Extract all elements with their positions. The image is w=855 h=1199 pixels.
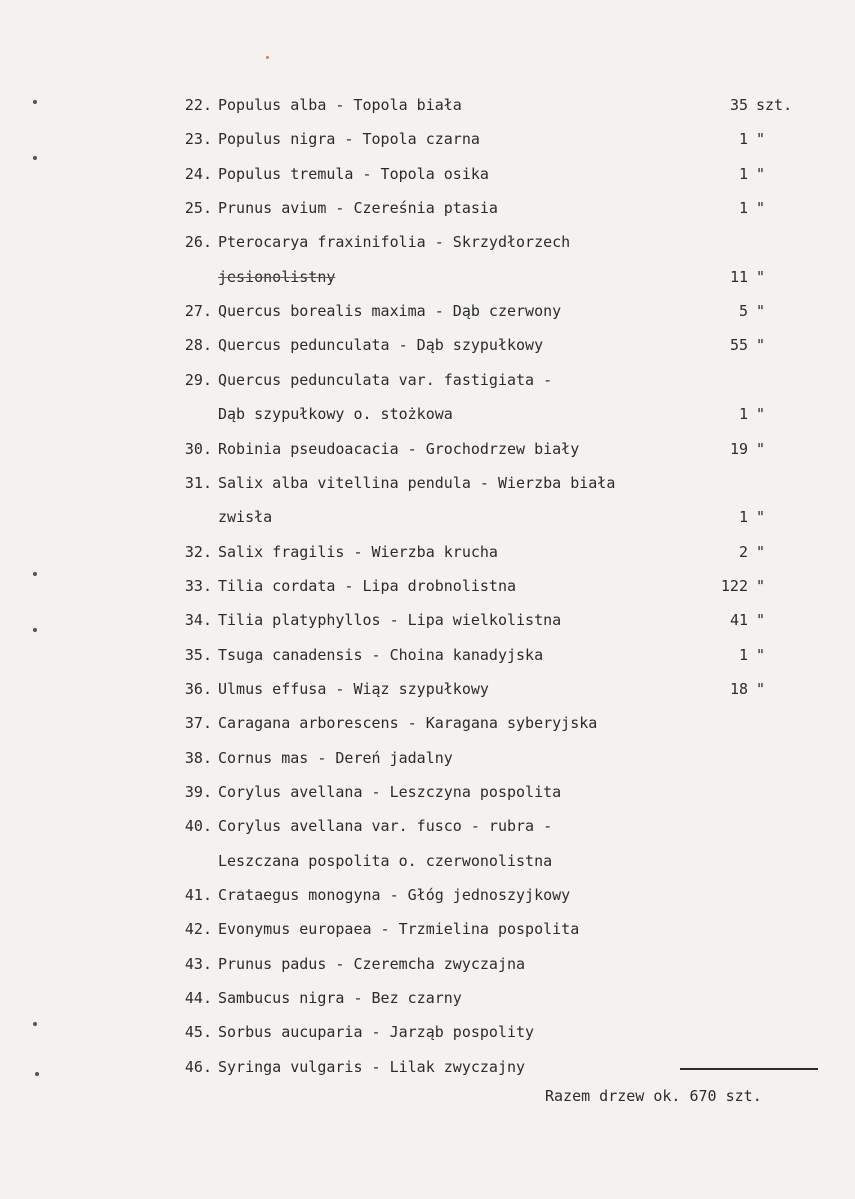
entry-text: Quercus borealis maxima - Dąb czerwony	[218, 302, 562, 321]
entry-quantity: 1	[738, 199, 748, 218]
entry-text: Syringa vulgaris - Lilak zwyczajny	[218, 1057, 526, 1076]
list-item	[0, 397, 855, 431]
entry-number: 32.	[184, 542, 212, 561]
entry-text: Populus tremula - Topola osika	[218, 164, 489, 183]
entry-number: 29.	[184, 370, 212, 389]
list-item	[0, 912, 855, 946]
list-item	[0, 500, 855, 534]
list-item	[0, 225, 855, 259]
entry-quantity: 1	[738, 645, 748, 664]
entry-text: Evonymus europaea - Trzmielina pospolita	[218, 920, 580, 939]
entry-text: Pterocarya fraxinifolia - Skrzydłorzech	[218, 233, 571, 252]
entry-text: Caragana arborescens - Karagana syberyjska	[218, 714, 598, 733]
paper-speck	[266, 56, 269, 59]
entry-number: 30.	[184, 439, 212, 458]
entry-text: Quercus pedunculata - Dąb szypułkowy	[218, 336, 544, 355]
list-item	[0, 844, 855, 878]
margin-mark	[33, 156, 37, 160]
entry-unit: "	[756, 302, 766, 321]
entry-number: 42.	[184, 920, 212, 939]
list-item	[0, 88, 855, 122]
entry-text: Sambucus nigra - Bez czarny	[218, 989, 462, 1008]
entry-quantity: 35	[729, 96, 748, 114]
entry-unit: "	[756, 336, 766, 355]
entry-unit: "	[756, 645, 766, 664]
sum-rule	[680, 1068, 818, 1070]
list-item	[0, 260, 855, 294]
entry-text: Dąb szypułkowy o. stożkowa	[218, 405, 453, 424]
entry-text: Tsuga canadensis - Choina kanadyjska	[218, 645, 544, 664]
entry-text: Corylus avellana var. fusco - rubra -	[218, 817, 553, 836]
list-item	[0, 638, 855, 672]
entry-number: 26.	[184, 233, 212, 252]
entry-text: Ulmus effusa - Wiąz szypułkowy	[218, 679, 489, 698]
entry-text: Prunus padus - Czeremcha zwyczajna	[218, 954, 526, 973]
entry-text: Corylus avellana - Leszczyna pospolita	[218, 783, 562, 801]
list-item	[0, 157, 855, 191]
entry-number: 35.	[184, 645, 212, 664]
entry-text: zwisła	[218, 508, 273, 527]
list-item	[0, 466, 855, 500]
list-item	[0, 122, 855, 156]
entry-unit: "	[756, 508, 766, 527]
entry-number: 41.	[184, 886, 212, 905]
entry-number: 22.	[184, 96, 212, 114]
total-line: Razem drzew ok. 670 szt.	[545, 1087, 762, 1105]
entry-number: 38.	[184, 748, 212, 767]
entry-unit: "	[756, 576, 766, 595]
entry-quantity: 11	[729, 267, 748, 286]
entry-quantity: 1	[738, 508, 748, 527]
entry-unit: "	[756, 267, 766, 286]
entry-text: jesionolistny	[218, 267, 336, 286]
entry-quantity: 19	[729, 439, 748, 458]
entry-unit: "	[756, 542, 766, 561]
entry-unit: "	[756, 439, 766, 458]
entry-text: Cornus mas - Dereń jadalny	[218, 748, 453, 767]
list-item	[0, 741, 855, 775]
entry-unit: "	[756, 164, 766, 183]
entry-number: 43.	[184, 954, 212, 973]
list-item	[0, 535, 855, 569]
margin-mark	[33, 628, 37, 632]
entry-quantity: 18	[729, 679, 748, 698]
margin-mark	[35, 1072, 39, 1076]
entry-quantity: 122	[720, 576, 748, 595]
list-item	[0, 1050, 855, 1084]
entry-quantity: 41	[729, 611, 748, 630]
list-item	[0, 775, 855, 809]
list-item	[0, 294, 855, 328]
margin-mark	[33, 1022, 37, 1026]
list-item	[0, 1015, 855, 1049]
list-item	[0, 603, 855, 637]
entry-unit: "	[756, 679, 766, 698]
entry-number: 40.	[184, 817, 212, 836]
entry-quantity: 1	[738, 164, 748, 183]
entry-number: 33.	[184, 576, 212, 595]
entry-text: Prunus avium - Czereśnia ptasia	[218, 199, 498, 218]
entry-number: 28.	[184, 336, 212, 355]
list-item	[0, 191, 855, 225]
entry-number: 24.	[184, 164, 212, 183]
entry-quantity: 2	[738, 542, 748, 561]
list-item	[0, 809, 855, 843]
entry-number: 45.	[184, 1023, 212, 1042]
list-item	[0, 981, 855, 1015]
entry-unit: "	[756, 611, 766, 630]
entry-number: 36.	[184, 679, 212, 698]
margin-mark	[33, 100, 37, 104]
entry-number: 23.	[184, 130, 212, 149]
entry-number: 31.	[184, 473, 212, 492]
list-item	[0, 363, 855, 397]
list-item	[0, 432, 855, 466]
list-item	[0, 706, 855, 740]
entry-unit: "	[756, 130, 766, 149]
list-item	[0, 878, 855, 912]
entry-number: 39.	[184, 783, 212, 801]
entry-unit: "	[756, 199, 766, 218]
entry-unit: "	[756, 405, 766, 424]
entry-text: Tilia platyphyllos - Lipa wielkolistna	[218, 611, 562, 630]
margin-mark	[33, 572, 37, 576]
entry-text: Sorbus aucuparia - Jarząb pospolity	[218, 1023, 535, 1042]
entry-number: 34.	[184, 611, 212, 630]
entry-text: Salix alba vitellina pendula - Wierzba biała	[218, 473, 616, 492]
entry-quantity: 1	[738, 405, 748, 424]
entry-text: Tilia cordata - Lipa drobnolistna	[218, 576, 517, 595]
entry-text: Quercus pedunculata var. fastigiata -	[218, 370, 553, 389]
entry-quantity: 5	[738, 302, 748, 321]
entry-text: Robinia pseudoacacia - Grochodrzew biały	[218, 439, 580, 458]
entry-text: Populus alba - Topola biała	[218, 96, 462, 114]
entry-text: Leszczana pospolita o. czerwonolistna	[218, 851, 553, 870]
entry-unit: szt.	[756, 96, 793, 114]
list-item	[0, 672, 855, 706]
entry-text: Salix fragilis - Wierzba krucha	[218, 542, 498, 561]
entry-quantity: 55	[729, 336, 748, 355]
entry-text: Crataegus monogyna - Głóg jednoszyjkowy	[218, 886, 571, 905]
entry-number: 37.	[184, 714, 212, 733]
entry-number: 27.	[184, 302, 212, 321]
list-item	[0, 569, 855, 603]
entry-text: Populus nigra - Topola czarna	[218, 130, 480, 149]
entry-number: 46.	[184, 1057, 212, 1076]
list-item	[0, 947, 855, 981]
entry-number: 25.	[184, 199, 212, 218]
list-item	[0, 328, 855, 362]
entry-quantity: 1	[738, 130, 748, 149]
entry-number: 44.	[184, 989, 212, 1008]
